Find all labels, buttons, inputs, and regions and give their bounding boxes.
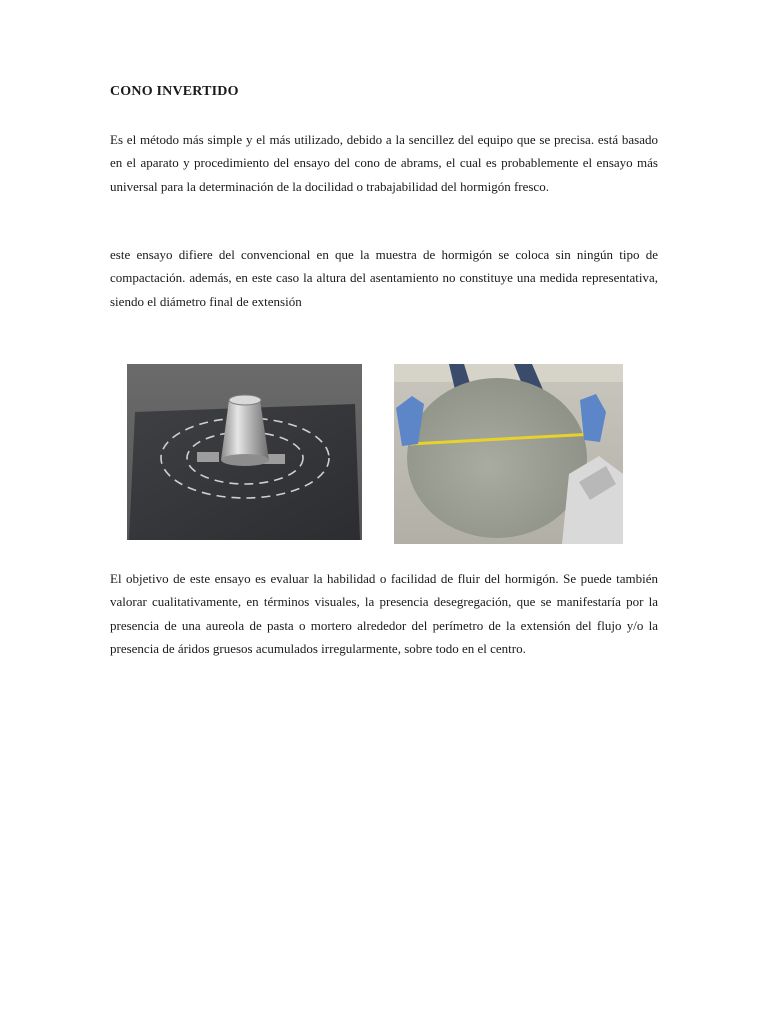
paragraph-intro: Es el método más simple y el más utilizado, debido a la sencillez del equipo que se precisa. está basado en el aparato y procedimiento del ensayo del cono de abrams, el cual es probablemente el ensayo más universal para la determinación de la docilidad o trabajabilidad del hormigón fresco. — [110, 132, 658, 194]
inverted-cone-photo — [127, 364, 362, 540]
paragraph-difference: este ensayo difiere del convencional en que la muestra de hormigón se coloca sin ningún tipo de compactación. además, en este caso la altura del asentamiento no constituye una medida representativa, siendo el diámetro final de extensión — [110, 247, 658, 309]
paragraph-objective: El objetivo de este ensayo es evaluar la habilidad o facilidad de fluir del hormigón. Se puede también valorar cualitativamente, en términos visuales, la presencia desegregación, que se manifestaría por la presencia de una aureola de pasta o mortero alrededor del perímetro de la extensión del flujo y/o la presencia de áridos gruesos acumulados irregularmente, sobre todo en el centro. — [110, 571, 658, 656]
spread-measurement-photo — [394, 364, 623, 544]
page-title: CONO INVERTIDO — [110, 84, 239, 99]
